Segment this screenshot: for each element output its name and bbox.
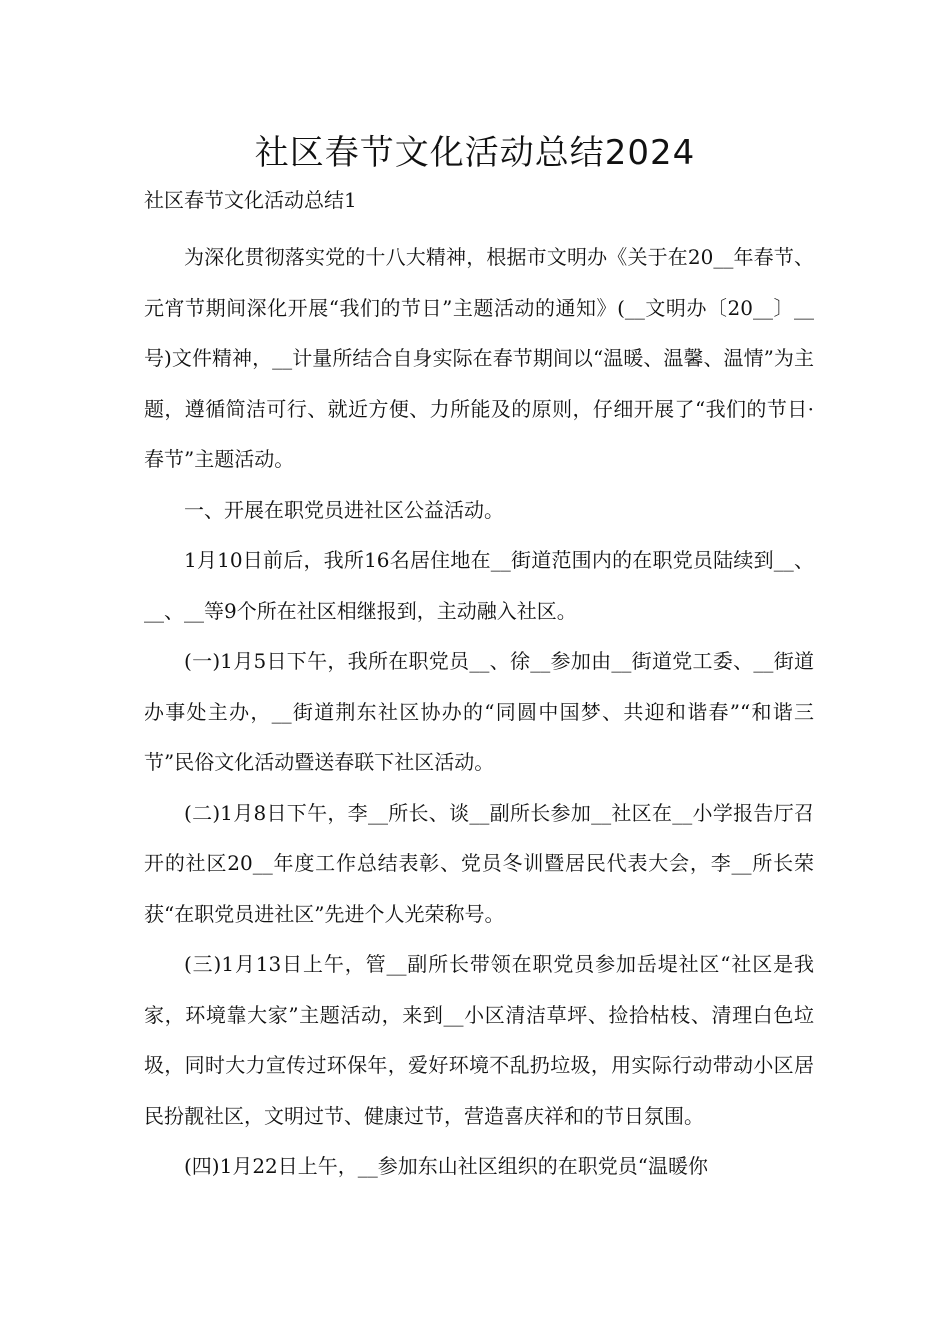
- paragraph-item-4: (四)1月22日上午，__参加东山社区组织的在职党员“温暖你: [184, 1154, 709, 1178]
- paragraph-intro: 为深化贯彻落实党的十八大精神，根据市文明办《关于在20__年春节、元宵节期间深化开展“我们的节日”主题活动的通知》(__文明办〔20__〕__号)文件精神，__计量所结合自身实际在春节期间以“温暖、温馨、温情”为主题，遵循简洁可行、就近方便、力所能及的原则，仔细开展了“我们的节日·春节”主题活动。: [144, 245, 814, 471]
- paragraph-section-heading: 一、开展在职党员进社区公益活动。: [184, 497, 504, 522]
- paragraph-item-2: (二)1月8日下午，李__所长、谈__副所长参加__社区在__小学报告厅召开的社区20__年度工作总结表彰、党员冬训暨居民代表大会，李__所长荣获“在职党员进社区”先进个人光荣称号。: [144, 800, 814, 926]
- document-title: 社区春节文化活动总结2024: [254, 133, 696, 173]
- paragraph-item-3: (三)1月13日上午，管__副所长带领在职党员参加岳堤社区“社区是我家，环境靠大家”主题活动，来到__小区清洁草坪、捡拾枯枝、清理白色垃圾，同时大力宣传过环保年，爱好环境不乱扔垃圾，用实际行动带动小区居民扮靓社区，文明过节、健康过节，营造喜庆祥和的节日氛围。: [144, 952, 814, 1128]
- document-body: [144, 232, 814, 1192]
- document-subtitle: 社区春节文化活动总结1: [144, 188, 357, 212]
- paragraph-registration: 1月10日前后，我所16名居住地在__街道范围内的在职党员陆续到__、__、__等9个所在社区相继报到，主动融入社区。: [144, 548, 814, 623]
- paragraph-item-1: (一)1月5日下午，我所在职党员__、徐__参加由__街道党工委、__街道办事处主办，__街道荆东社区协办的“同圆中国梦、共迎和谐春”“和谐三节”民俗文化活动暨送春联下社区活动。: [144, 649, 814, 774]
